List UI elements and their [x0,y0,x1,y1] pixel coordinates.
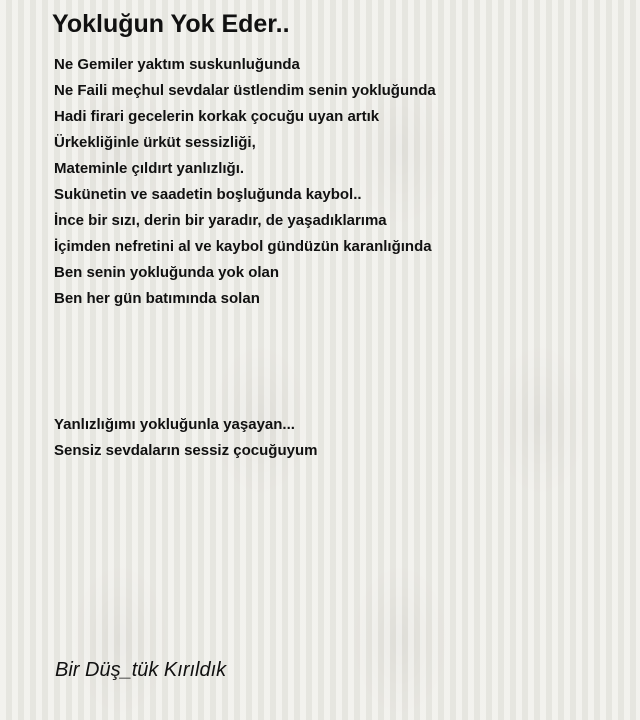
poem-line: Ne Faili meçhul sevdalar üstlendim senin yokluğunda [54,82,436,99]
poem-line: Mateminle çıldırt yanlızlığı. [54,160,245,177]
poem-line: Ürkekliğinle ürküt sessizliği, [54,134,256,151]
poem-author: Bir Düş_tük Kırıldık [55,659,227,681]
poem-line: İnce bir sızı, derin bir yaradır, de yaşadıklarıma [54,212,387,229]
poem-line: İçimden nefretini al ve kaybol gündüzün karanlığında [54,238,432,255]
stanza-1 [54,54,436,314]
poem-line: Ben her gün batımında solan [54,290,260,307]
poem-line: Yanlızlığımı yokluğunla yaşayan... [54,416,295,433]
poem-line: Ne Gemiler yaktım suskunluğunda [54,56,300,73]
poem-line: Sukünetin ve saadetin boşluğunda kaybol.. [54,186,362,203]
poem-line: Hadi firari gecelerin korkak çocuğu uyan artık [54,108,380,125]
stanza-2 [54,414,317,466]
poem-line: Ben senin yokluğunda yok olan [54,264,280,281]
poem-title: Yokluğun Yok Eder.. [52,10,290,38]
poem-line: Sensiz sevdaların sessiz çocuğuyum [54,442,318,459]
